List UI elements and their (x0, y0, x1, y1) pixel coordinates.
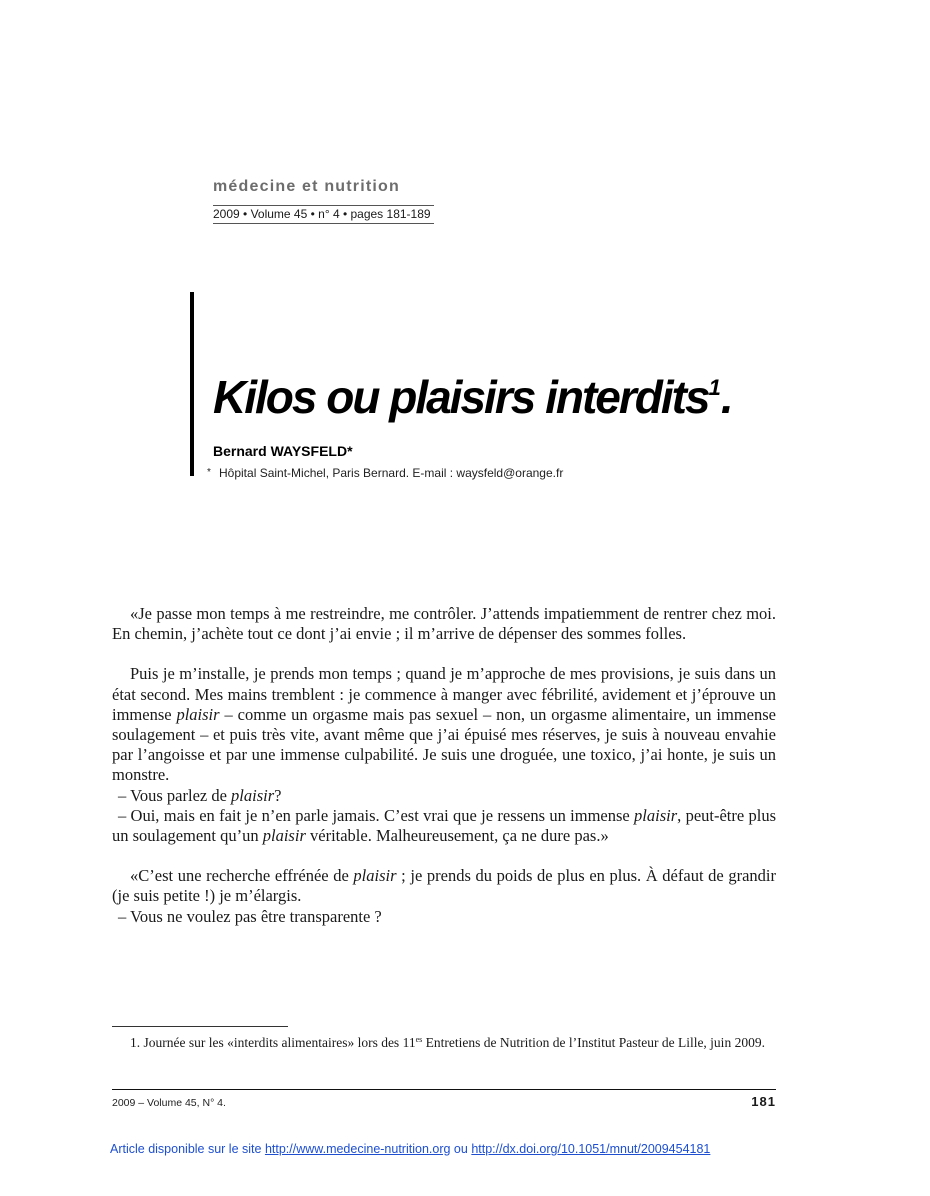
journal-site-link[interactable]: http://www.medecine-nutrition.org (264, 1142, 451, 1156)
doi-link[interactable]: http://dx.doi.org/10.1051/mnut/2009454181 (471, 1142, 711, 1156)
footer-divider (112, 1089, 776, 1090)
footnote-divider (112, 1026, 288, 1027)
journal-name: médecine et nutrition (213, 178, 400, 195)
title-footnote-ref[interactable]: 1 (708, 375, 721, 400)
footnote-number: 1. (130, 1035, 141, 1050)
article-title (213, 370, 732, 424)
title-end: . (720, 371, 732, 423)
page-number: 181 (751, 1094, 776, 1109)
article-body (112, 604, 776, 927)
paragraph-3: – Vous parlez de plaisir? (118, 785, 282, 805)
paragraph-6: – Vous ne voulez pas être transparente ? (118, 906, 382, 926)
issue-line: 2009 • Volume 45 • n° 4 • pages 181-189 (213, 205, 434, 224)
article-title-text: Kilos ou plaisirs interdits (213, 371, 709, 423)
paragraph-5: «C’est une recherche effrénée de plaisir ; je prends du poids de plus en plus. À défaut de grandir (je suis petite !) je m’élargis. (112, 866, 776, 906)
paragraph-1: «Je passe mon temps à me restreindre, me contrôler. J’attends impatiemment de rentrer chez moi. En chemin, j’achète tout ce dont j’ai envie ; il m’arrive de dépenser des sommes folles. (112, 604, 776, 644)
author-name: Bernard WAYSFELD* (213, 443, 353, 459)
affiliation-text: Hôpital Saint-Michel, Paris Bernard. E-mail : waysfeld@orange.fr (219, 466, 564, 480)
availability-line: Article disponible sur le site http://www.medecine-nutrition.org ou http://dx.doi.org/10.1051/mnut/2009454181 (110, 1142, 711, 1156)
author-affiliation (207, 466, 563, 480)
footnote: 1. Journée sur les «interdits alimentaires» lors des $11^{es}$ Entretiens de Nutrition de l’Institut Pasteur de Lille, juin 2009. (130, 1035, 765, 1050)
affiliation-mark: * (207, 467, 211, 478)
footer-issue: 2009 – Volume 45, N° 4. (112, 1097, 226, 1109)
title-accent-bar (190, 292, 194, 476)
paragraph-4: – Oui, mais en fait je n’en parle jamais. C’est vrai que je ressens un immense plaisir, peut-être plus un soulagement qu’un plaisir véritable. Malheureusement, ça ne dure pas.» (112, 805, 777, 846)
paragraph-2: Puis je m’installe, je prends mon temps ; quand je m’approche de mes provisions, je suis dans un état second. Mes mains tremblent : je commence à manger avec fébrilité, avidement et j’éprouve un immense plaisir – comme un orgasme mais pas sexuel – non, un orgasme alimentaire, un immense soulagement – et puis très vite, avant même que j’ai épuisé mes réserves, je suis à nouveau envahie par l’angoisse et par une immense culpabilité. Je suis une droguée, une toxico, j’ai honte, je suis un monstre. (112, 664, 776, 785)
